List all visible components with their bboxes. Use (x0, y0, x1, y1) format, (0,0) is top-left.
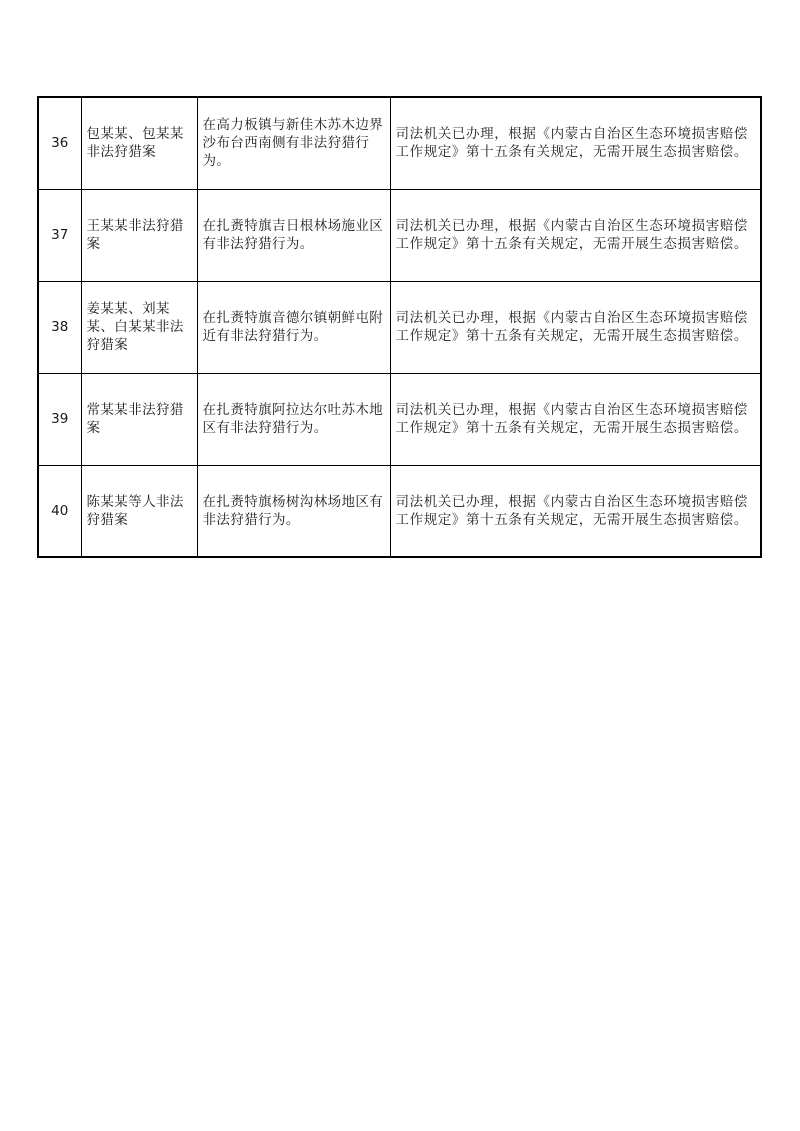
case-facts: 在扎赉特旗杨树沟林场地区有非法狩猎行为。 (197, 465, 390, 557)
case-name: 王某某非法狩猎案 (81, 189, 197, 281)
case-name: 包某某、包某某非法狩猎案 (81, 97, 197, 189)
case-name: 常某某非法狩猎案 (81, 373, 197, 465)
case-facts: 在扎赉特旗音德尔镇朝鲜屯附近有非法狩猎行为。 (197, 281, 390, 373)
table-row (38, 465, 761, 557)
case-name: 姜某某、刘某某、白某某非法狩猎案 (81, 281, 197, 373)
case-table (37, 96, 762, 558)
table-row (38, 373, 761, 465)
case-facts: 在高力板镇与新佳木苏木边界沙布台西南侧有非法狩猎行为。 (197, 97, 390, 189)
row-number: 39 (38, 373, 81, 465)
case-facts: 在扎赉特旗阿拉达尔吐苏木地区有非法狩猎行为。 (197, 373, 390, 465)
row-number: 40 (38, 465, 81, 557)
case-handling: 司法机关已办理，根据《内蒙古自治区生态环境损害赔偿工作规定》第十五条有关规定，无需开展生态损害赔偿。 (390, 189, 761, 281)
case-handling: 司法机关已办理，根据《内蒙古自治区生态环境损害赔偿工作规定》第十五条有关规定，无需开展生态损害赔偿。 (390, 465, 761, 557)
case-handling: 司法机关已办理，根据《内蒙古自治区生态环境损害赔偿工作规定》第十五条有关规定，无需开展生态损害赔偿。 (390, 281, 761, 373)
table-row (38, 189, 761, 281)
case-name: 陈某某等人非法狩猎案 (81, 465, 197, 557)
row-number: 38 (38, 281, 81, 373)
case-handling: 司法机关已办理，根据《内蒙古自治区生态环境损害赔偿工作规定》第十五条有关规定，无需开展生态损害赔偿。 (390, 373, 761, 465)
table-row (38, 97, 761, 189)
row-number: 37 (38, 189, 81, 281)
case-facts: 在扎赉特旗吉日根林场施业区有非法狩猎行为。 (197, 189, 390, 281)
case-handling: 司法机关已办理，根据《内蒙古自治区生态环境损害赔偿工作规定》第十五条有关规定，无需开展生态损害赔偿。 (390, 97, 761, 189)
table-row (38, 281, 761, 373)
row-number: 36 (38, 97, 81, 189)
